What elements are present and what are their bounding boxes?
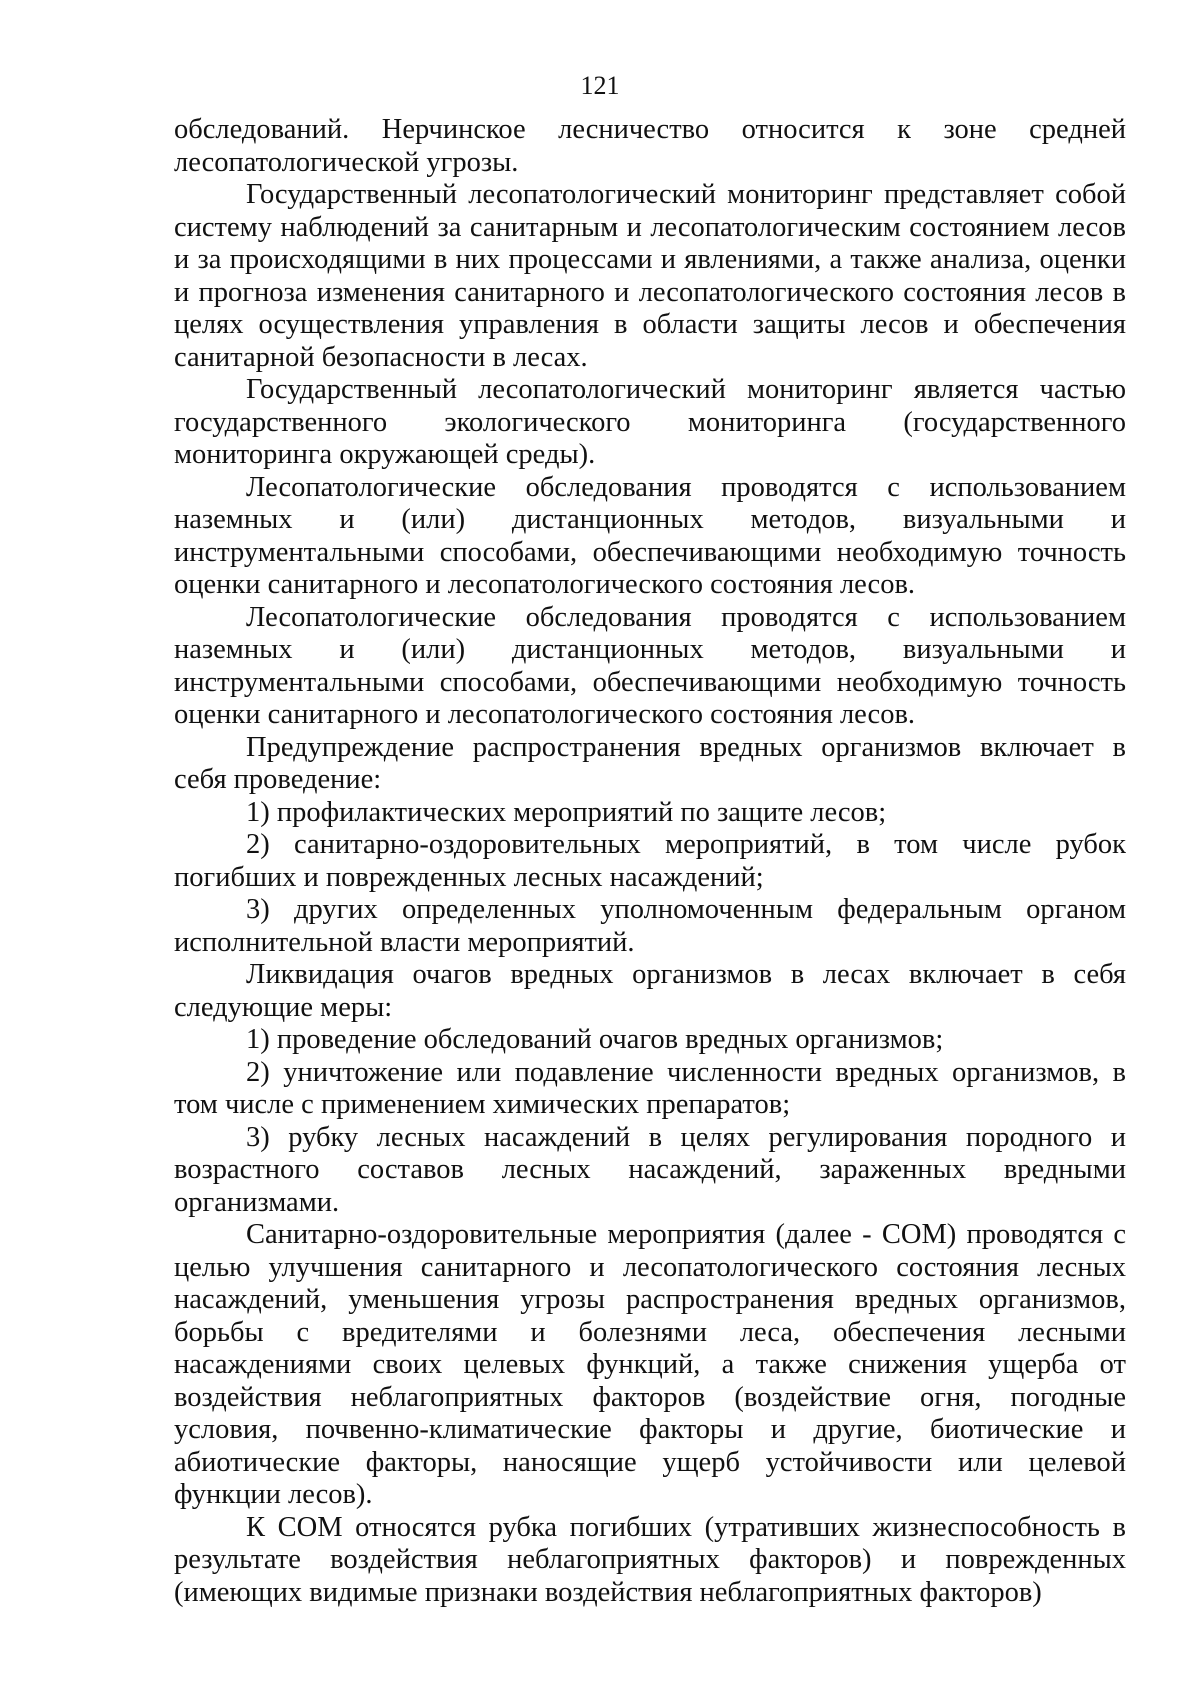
paragraph-monitoring-definition: Государственный лесопатологический мониторинг представляет собой систему наблюдений за санитарным и лесопатологическим состоянием лесов и за происходящими в них процессами и явлениями, а также анализа, оценки и прогноза изменения санитарного и лесопатологического состояния лесов в целях осуществления управления в области защиты лесов и обеспечения санитарной безопасности в лесах. (174, 179, 1126, 373)
list-item-liquidation-2: 2) уничтожение или подавление численности вредных организмов, в том числе с применением химических препаратов; (174, 1056, 1126, 1120)
paragraph-surveys-repeat: Лесопатологические обследования проводятся с использованием наземных и (или) дистанционных методов, визуальными и инструментальными способами, обеспечивающими необходимую точность оценки санитарного и лесопатологического состояния лесов. (174, 601, 1126, 730)
body-text (174, 114, 1126, 1609)
paragraph-som-includes: К СОМ относятся рубка погибших (утративших жизнеспособность в результате воздействия неблагоприятных факторов) и поврежденных (имеющих видимые признаки воздействия неблагоприятных факторов) (174, 1511, 1126, 1608)
paragraph-prevention-intro: Предупреждение распространения вредных организмов включает в себя проведение: (174, 731, 1126, 795)
paragraph-continuation: обследований. Нерчинское лесничество относится к зоне средней лесопатологической угрозы. (174, 114, 1126, 178)
list-item-prevention-2: 2) санитарно-оздоровительных мероприятий, в том числе рубок погибших и поврежденных лесных насаждений; (174, 829, 1126, 893)
paragraph-som-definition: Санитарно-оздоровительные мероприятия (далее - СОМ) проводятся с целью улучшения санитарного и лесопатологического состояния лесных насаждений, уменьшения угрозы распространения вредных организмов, борьбы с вредителями и болезнями леса, обеспечения лесными насаждениями своих целевых функций, а также снижения ущерба от воздействия неблагоприятных факторов (воздействие огня, погодные условия, почвенно-климатические факторы и другие, биотические и абиотические факторы, наносящие ущерб устойчивости или целевой функции лесов). (174, 1219, 1126, 1510)
paragraph-monitoring-part: Государственный лесопатологический мониторинг является частью государственного экологического мониторинга (государственного мониторинга окружающей среды). (174, 374, 1126, 470)
list-item-prevention-1: 1) профилактических мероприятий по защите лесов; (246, 796, 887, 828)
list-item-liquidation-1: 1) проведение обследований очагов вредных организмов; (246, 1024, 944, 1055)
page-number: 121 (580, 71, 620, 100)
list-item-liquidation-3: 3) рубку лесных насаждений в целях регулирования породного и возрастного составов лесных насаждений, зараженных вредными организмами. (174, 1121, 1126, 1218)
paragraph-surveys: Лесопатологические обследования проводятся с использованием наземных и (или) дистанционных методов, визуальными и инструментальными способами, обеспечивающими необходимую точность оценки санитарного и лесопатологического состояния лесов. (174, 471, 1126, 600)
paragraph-liquidation-intro: Ликвидация очагов вредных организмов в лесах включает в себя следующие меры: (174, 959, 1126, 1023)
list-item-prevention-3: 3) других определенных уполномоченным федеральным органом исполнительной власти мероприятий. (174, 894, 1126, 958)
